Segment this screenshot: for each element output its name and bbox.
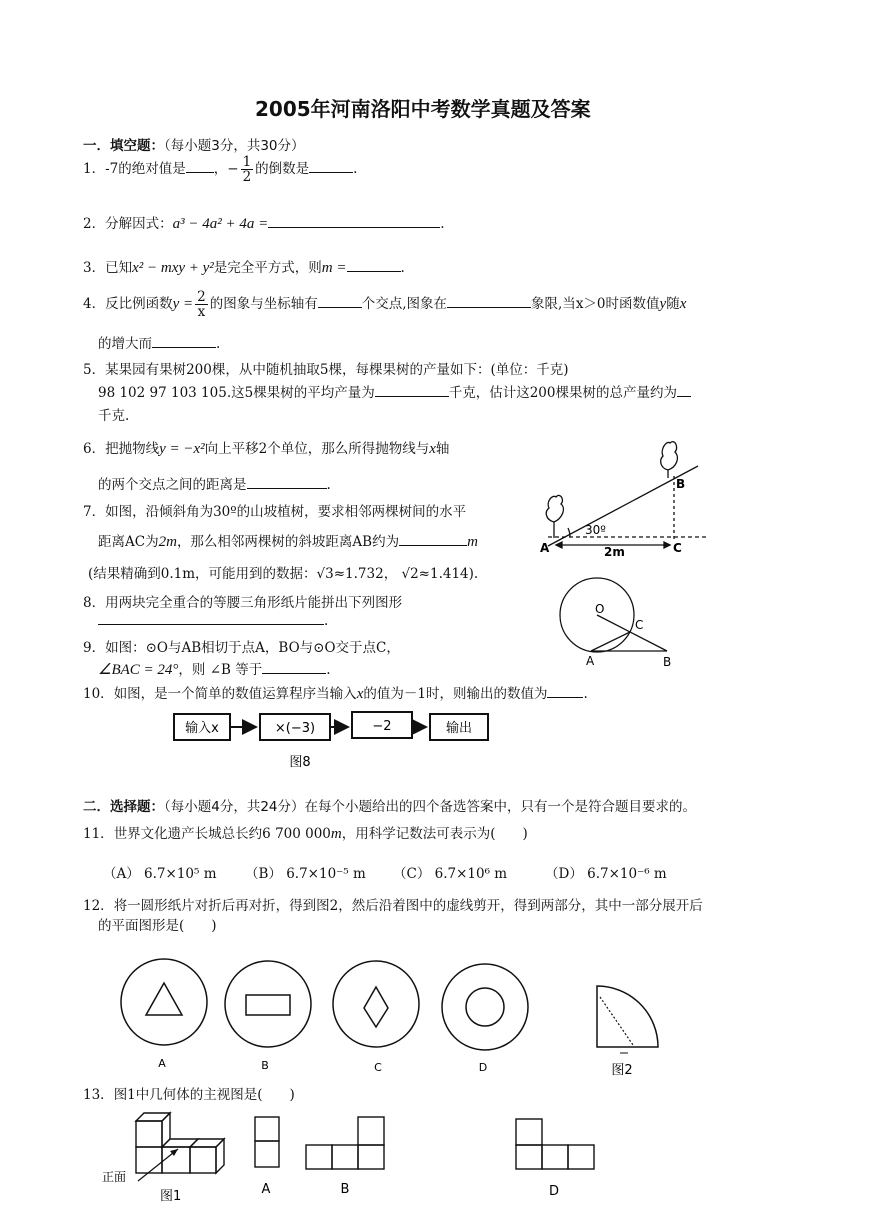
- question-text: 的倒数是: [255, 161, 310, 178]
- answer-blank: [268, 215, 440, 228]
- question-1: [83, 155, 357, 184]
- question-number: 8．: [83, 595, 106, 611]
- question-text: ，那么相邻两棵树的斜坡距离AB约为: [176, 534, 400, 550]
- answer-blank: [399, 533, 467, 546]
- math-expression: ∠BAC = 24°: [98, 662, 179, 678]
- option-b-figure[interactable]: [225, 961, 311, 1072]
- point-b-label: B: [663, 655, 672, 669]
- punctuation: .: [583, 686, 588, 702]
- figure-caption: 图2: [611, 1063, 633, 1078]
- option-d-view[interactable]: [516, 1119, 594, 1169]
- tree-icon: [546, 495, 563, 538]
- math-expression: x: [356, 686, 364, 702]
- point-b-label: B: [676, 477, 686, 491]
- question-text: ，: [213, 161, 228, 178]
- punctuation: .: [216, 336, 221, 352]
- question-6-line2: [98, 473, 331, 493]
- answer-blank: [547, 685, 583, 698]
- section-title: 一．填空题：: [83, 138, 164, 154]
- question-8-line2: [98, 612, 328, 629]
- distance-label: 2m: [604, 545, 625, 559]
- circle-hole: [466, 988, 504, 1026]
- point-a-label: A: [540, 541, 550, 555]
- question-text: 是完全平方式，则: [213, 260, 322, 276]
- section-heading: [83, 134, 305, 154]
- option-d[interactable]: （D） 6.7×10⁻⁶ m: [545, 866, 667, 882]
- question-13: [83, 1083, 295, 1103]
- question-number: 12．: [83, 898, 114, 914]
- punctuation: .: [353, 161, 358, 178]
- question-text: -7的绝对值是: [105, 161, 186, 178]
- punctuation: .: [326, 477, 331, 493]
- question-7-line2: [98, 530, 478, 551]
- q12-figures: [110, 955, 690, 1080]
- answer-blank: [677, 384, 691, 397]
- question-4: [83, 290, 686, 319]
- option-c[interactable]: （C） 6.7×10⁶ m: [393, 866, 508, 882]
- question-9: [83, 636, 400, 656]
- circle-shape: [333, 961, 419, 1047]
- section-note: （每小题4分，共24分）在每个小题给出的四个备选答案中，只有一个是符合题目要求的。: [164, 799, 697, 815]
- question-text: 把抛物线: [105, 441, 160, 457]
- point-o-label: O: [595, 602, 605, 616]
- question-text: 象限,当: [531, 296, 576, 313]
- question-text: 的两个交点之间的距离是: [98, 477, 247, 493]
- slope-figure: [530, 430, 730, 570]
- point-a-label: A: [586, 654, 595, 668]
- question-number: 3．: [83, 260, 106, 276]
- question-9-line2: [98, 658, 331, 679]
- question-text: 将一圆形纸片对折后再对折，得到图2，然后沿着图中的虚线剪开，得到两部分，其中一部分展开后: [113, 898, 703, 914]
- answer-blank: [447, 295, 531, 308]
- question-text: 的图象与坐标轴有: [209, 296, 318, 313]
- question-12: [83, 894, 703, 914]
- option-label: B: [340, 1182, 350, 1197]
- question-5-line3: 千克.: [98, 408, 130, 424]
- question-8: [83, 591, 402, 611]
- circle-shape: [121, 959, 207, 1045]
- math-expression: y =: [172, 296, 194, 313]
- question-text: 反比例函数: [105, 296, 173, 313]
- question-text: 98 102 97 103 105.这5棵果树的平均产量为: [98, 385, 375, 401]
- option-label: C: [374, 1061, 382, 1074]
- math-expression: x: [429, 441, 436, 457]
- angle-label: 30º: [585, 523, 606, 537]
- question-text: 如图，沿倾斜角为30º的山坡植树，要求相邻两棵树间的水平: [105, 504, 467, 520]
- question-text: 图1中几何体的主视图是( ): [113, 1087, 295, 1103]
- arrow-head: [664, 542, 670, 548]
- punctuation: .: [324, 613, 329, 629]
- option-d-figure[interactable]: [442, 964, 528, 1074]
- math-expression: m: [330, 826, 342, 842]
- option-label: B: [261, 1059, 269, 1072]
- question-text: 的增大而: [98, 336, 152, 352]
- option-b-view[interactable]: [306, 1117, 384, 1169]
- circle-shape: [225, 961, 311, 1047]
- question-text: 个交点,图象在: [361, 296, 448, 313]
- line-bo: [597, 615, 667, 651]
- figure-2: [597, 986, 658, 1078]
- section-title: 二．选择题：: [83, 799, 164, 815]
- front-label: 正面: [102, 1170, 127, 1184]
- question-text: x＞0时函数值: [575, 296, 660, 313]
- question-4-line2: [98, 332, 220, 352]
- point-c-label: C: [635, 618, 644, 632]
- flow-box-subtract-label: −2: [372, 719, 392, 734]
- question-number: 10．: [83, 686, 114, 702]
- answer-blank: [262, 661, 326, 674]
- question-number: 1．: [83, 161, 106, 178]
- question-5: [83, 358, 568, 378]
- option-a-view[interactable]: [255, 1117, 279, 1167]
- question-text: 用两块完全重合的等腰三角形纸片能拼出下列图形: [105, 595, 403, 611]
- line-ac: [591, 632, 630, 651]
- option-a-figure[interactable]: [121, 959, 207, 1070]
- q13-figures: [98, 1105, 608, 1225]
- figure-1-solid: [102, 1113, 224, 1204]
- question-11: [83, 822, 528, 843]
- numerator: 2: [197, 289, 206, 305]
- math-expression: m =: [321, 260, 347, 276]
- circle-shape: [442, 964, 528, 1050]
- diamond-hole: [364, 987, 388, 1027]
- dashed-cut-line: [600, 997, 633, 1045]
- question-text: 世界文化遗产长城总长约6 700 000: [113, 826, 331, 842]
- question-7: [83, 500, 466, 520]
- question-text: 距离AC为: [98, 534, 159, 550]
- question-text: 随: [666, 296, 680, 313]
- question-2: [83, 212, 445, 233]
- question-number: 9．: [83, 640, 106, 656]
- question-text: ，则 ∠B 等于: [178, 662, 263, 678]
- rectangle-hole: [246, 995, 290, 1015]
- minus-sign: −: [227, 161, 239, 178]
- question-number: 6．: [83, 441, 106, 457]
- math-expression: y: [659, 296, 667, 313]
- flow-box-output-label: 输出: [445, 721, 473, 736]
- question-text: 千克，估计这200棵果树的总产量约为: [448, 385, 677, 401]
- flow-box-multiply-label: ×(−3): [274, 721, 316, 736]
- option-c-figure[interactable]: [333, 961, 419, 1074]
- section-heading: [83, 795, 696, 815]
- question-number: 11．: [83, 826, 114, 842]
- math-expression: 2m: [158, 534, 177, 550]
- figure-caption: 图1: [160, 1189, 182, 1204]
- page-title: 2005年河南洛阳中考数学真题及答案: [255, 97, 591, 121]
- figure-caption: 图8: [289, 755, 311, 770]
- fraction: [195, 290, 208, 319]
- math-expression: x: [679, 296, 687, 313]
- flow-box-input-label: 输入x: [185, 721, 219, 736]
- option-b[interactable]: （B） 6.7×10⁻⁵ m: [245, 866, 366, 882]
- question-text: 向上平移2个单位，那么所得抛物线与: [204, 441, 430, 457]
- question-text: 如图，是一个简单的数值运算程序当输入: [113, 686, 357, 702]
- answer-blank: [309, 160, 353, 173]
- answer-blank: [247, 476, 327, 489]
- view-direction-arrow: [138, 1149, 178, 1181]
- denominator: x: [197, 304, 206, 321]
- section-note: （每小题3分，共30分）: [164, 138, 305, 154]
- question-text: 的值为－1时，则输出的数值为: [363, 686, 548, 702]
- math-expression: m: [467, 534, 478, 550]
- question-10: [83, 682, 588, 703]
- question-number: 13．: [83, 1087, 114, 1103]
- question-12-line2: 的平面图形是( ): [98, 918, 217, 934]
- option-a[interactable]: （A） 6.7×10⁵ m: [103, 866, 217, 882]
- question-text: 已知: [105, 260, 133, 276]
- point-c-label: C: [673, 541, 682, 555]
- question-number: 2．: [83, 216, 106, 232]
- question-6: [83, 437, 449, 458]
- numerator: 1: [242, 154, 252, 170]
- answer-blank: [375, 384, 449, 397]
- tree-icon: [661, 442, 678, 478]
- question-text: 分解因式：: [105, 216, 173, 232]
- answer-blank: [347, 259, 401, 272]
- answer-blank: [318, 295, 362, 308]
- question-text: 轴: [435, 441, 450, 457]
- math-expression: a³ − 4a² + 4a =: [172, 216, 269, 232]
- circle-tangent-figure: [555, 575, 690, 675]
- math-expression: y = −x²: [159, 441, 205, 457]
- arrow-head: [556, 542, 562, 548]
- question-7-line3: (结果精确到0.1m，可能用到的数据：√3≈1.732， √2≈1.414).: [88, 566, 479, 582]
- question-number: 7．: [83, 504, 106, 520]
- math-expression: x² − mxy + y²: [132, 260, 214, 276]
- fraction: [241, 155, 254, 184]
- option-label: A: [261, 1182, 271, 1197]
- flowchart-figure-8: [160, 705, 500, 775]
- question-text: ，用科学记数法可表示为( ): [341, 826, 528, 842]
- question-text: 如图：⊙O与AB相切于点A，BO与⊙O交于点C，: [105, 640, 400, 656]
- question-text: 某果园有果树200棵，从中随机抽取5棵，每棵果树的产量如下：(单位：千克): [105, 362, 569, 378]
- punctuation: .: [440, 216, 445, 232]
- option-label: D: [478, 1061, 488, 1074]
- option-label: D: [548, 1184, 560, 1199]
- triangle-hole: [146, 983, 182, 1015]
- question-5-line2: [98, 381, 691, 401]
- answer-blank: [186, 160, 214, 173]
- answer-blank: [152, 335, 216, 348]
- question-number: 5．: [83, 362, 106, 378]
- option-label: A: [158, 1057, 166, 1070]
- denominator: 2: [242, 169, 252, 186]
- punctuation: .: [326, 662, 331, 678]
- question-3: [83, 256, 405, 277]
- answer-blank: [98, 612, 324, 625]
- question-number: 4．: [83, 296, 106, 313]
- punctuation: .: [400, 260, 405, 276]
